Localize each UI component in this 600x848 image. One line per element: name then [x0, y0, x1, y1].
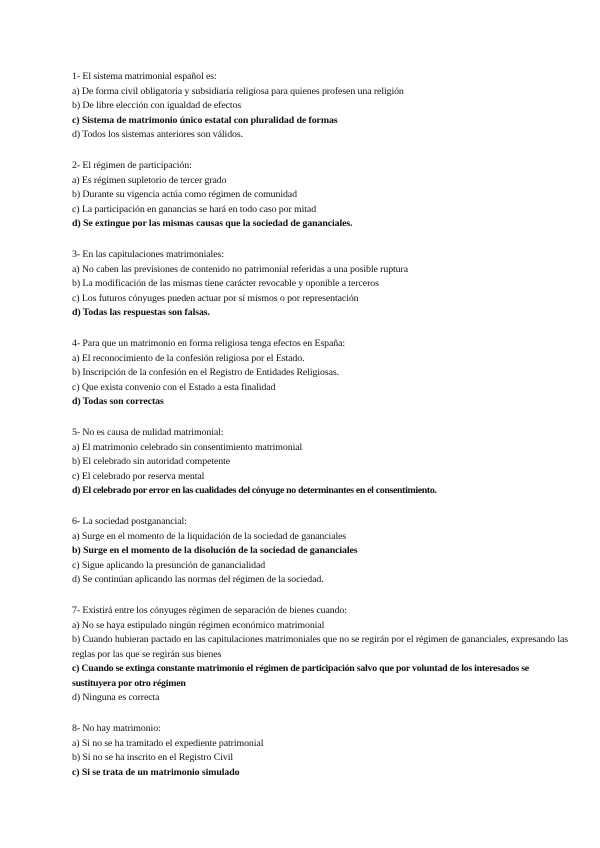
answer-option-a: a) No se haya estipulado ningún régimen económico matrimonial: [72, 619, 325, 631]
answer-option-d: d) Se continúan aplicando las normas del régimen de la sociedad.: [72, 574, 324, 585]
answer-option-a: a) El reconocimiento de la confesión religiosa por el Estado.: [72, 352, 305, 364]
answer-option-b: b) Si no se ha inscrito en el Registro Civil: [72, 752, 233, 763]
answer-option-d: d) Todos los sistemas anteriores son válidos.: [72, 129, 243, 140]
question-stem: 6- La sociedad postganancial:: [72, 516, 187, 527]
answer-option-b: b) Durante su vigencia actúa como régimen de comunidad: [72, 189, 297, 200]
correct-answer-option-d: d) El celebrado por error en las cualidades del cónyuge no determinantes en el consentimiento.: [72, 485, 437, 496]
question-4: [72, 337, 572, 410]
correct-answer-option-b: b) Surge en el momento de la disolución de la sociedad de gananciales: [72, 545, 358, 556]
question-5: [72, 426, 572, 499]
correct-answer-option-c: c) Sistema de matrimonio único estatal con pluralidad de formas: [72, 114, 338, 126]
answer-option-b: b) El celebrado sin autoridad competente: [72, 456, 231, 467]
answer-option-b: b) Cuando hubieran pactado en las capitulaciones matrimoniales que no se regirán por el régimen de gananciales, expresando las reglas por las que se regirán sus bienes: [72, 634, 569, 660]
question-stem: 2- El régimen de participación:: [72, 160, 192, 171]
answer-option-c: c) La participación en ganancias se hará en todo caso por mitad: [72, 203, 317, 215]
answer-option-b: b) Inscripción de la confesión en el Registro de Entidades Religiosas.: [72, 367, 339, 378]
answer-option-a: a) El matrimonio celebrado sin consentimiento matrimonial: [72, 441, 303, 453]
question-2: [72, 159, 572, 232]
question-stem: 7- Existirá entre los cónyuges régimen de separación de bienes cuando:: [72, 605, 347, 616]
answer-option-a: a) Si no se ha tramitado el expediente patrimonial: [72, 737, 264, 749]
correct-answer-option-c: c) Si se trata de un matrimonio simulado: [72, 766, 240, 778]
answer-option-d: d) Ninguna es correcta: [72, 692, 160, 703]
correct-answer-option-c: c) Cuando se extinga constante matrimonio el régimen de participación salvo que por voluntad de los interesados se sustituyera por otro régimen: [72, 663, 529, 689]
question-stem: 3- En las capitulaciones matrimoniales:: [72, 249, 224, 260]
question-stem: 5- No es causa de nulidad matrimonial:: [72, 427, 224, 438]
answer-option-c: c) Los futuros cónyuges pueden actuar por sí mismos o por representación: [72, 292, 359, 304]
question-stem: 4- Para que un matrimonio en forma religiosa tenga efectos en España:: [72, 338, 346, 349]
quiz-content: [72, 70, 572, 797]
question-1: [72, 70, 572, 143]
answer-option-a: a) Es régimen supletorio de tercer grado: [72, 174, 227, 186]
answer-option-c: c) El celebrado por reserva mental: [72, 470, 205, 482]
correct-answer-option-d: d) Todas las respuestas son falsas.: [72, 307, 210, 318]
answer-option-b: b) De libre elección con igualdad de efectos: [72, 100, 242, 111]
answer-option-c: c) Que exista convenio con el Estado a esta finalidad: [72, 381, 276, 393]
correct-answer-option-d: d) Todas son correctas: [72, 396, 164, 407]
answer-option-b: b) La modificación de las mismas tiene carácter revocable y oponible a terceros: [72, 278, 379, 289]
question-8: [72, 722, 572, 780]
answer-option-a: a) No caben las previsiones de contenido no patrimonial referidas a una posible ruptura: [72, 263, 408, 275]
question-7: [72, 604, 572, 706]
answer-option-a: a) Surge en el momento de la liquidación de la sociedad de gananciales: [72, 530, 347, 542]
question-stem: 1- El sistema matrimonial español es:: [72, 71, 217, 82]
question-6: [72, 515, 572, 588]
answer-option-c: c) Sigue aplicando la presunción de ganancialidad: [72, 559, 266, 571]
question-stem: 8- No hay matrimonio:: [72, 723, 161, 734]
correct-answer-option-d: d) Se extingue por las mismas causas que la sociedad de gananciales.: [72, 218, 353, 229]
question-3: [72, 248, 572, 321]
answer-option-a: a) De forma civil obligatoria y subsidiaria religiosa para quienes profesen una religión: [72, 85, 404, 97]
